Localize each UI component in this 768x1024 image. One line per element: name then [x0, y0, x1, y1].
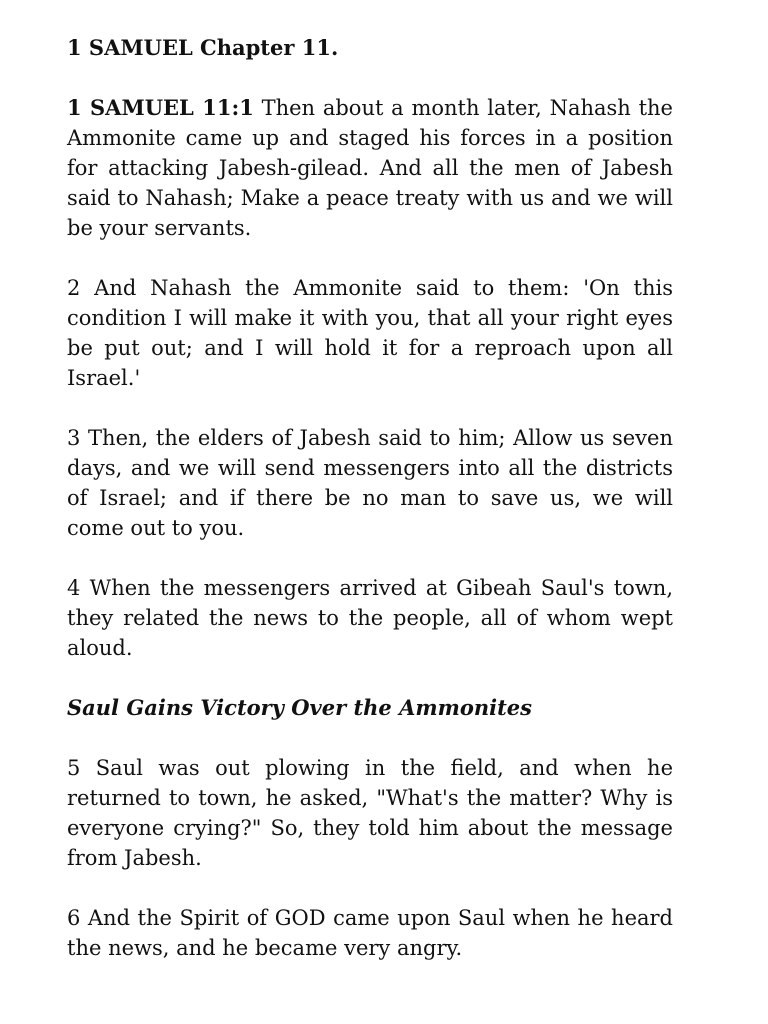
- verse-1: [67, 93, 673, 243]
- verse-2: 2 And Nahash the Ammonite said to them: 'On this condition I will make it with you, that all your right eyes be put out; and I will hold it for a reproach upon all Israel.': [67, 276, 673, 390]
- verse-reference: 1 SAMUEL 11:1: [67, 95, 254, 120]
- verse-6: 6 And the Spirit of GOD came upon Saul when he heard the news, and he became very angry.: [67, 906, 673, 960]
- document-page: [67, 33, 673, 993]
- verse-4: 4 When the messengers arrived at Gibeah Saul's town, they related the news to the people, all of whom wept aloud.: [67, 576, 673, 660]
- section-heading: Saul Gains Victory Over the Ammonites: [67, 695, 532, 720]
- verse-5: 5 Saul was out plowing in the field, and when he returned to town, he asked, "What's the matter? Why is everyone crying?" So, they told him about the message from Jabesh.: [67, 756, 673, 870]
- chapter-title: 1 SAMUEL Chapter 11.: [67, 35, 339, 60]
- verse-3: 3 Then, the elders of Jabesh said to him; Allow us seven days, and we will send messengers into all the districts of Israel; and if there be no man to save us, we will come out to you.: [67, 426, 673, 540]
- verse-1-text: Then about a month later, Nahash the Ammonite came up and staged his forces in a position for attacking Jabesh-gilead. And all the men of Jabesh said to Nahash; Make a peace treaty with us and we will be your servants.: [67, 96, 673, 240]
